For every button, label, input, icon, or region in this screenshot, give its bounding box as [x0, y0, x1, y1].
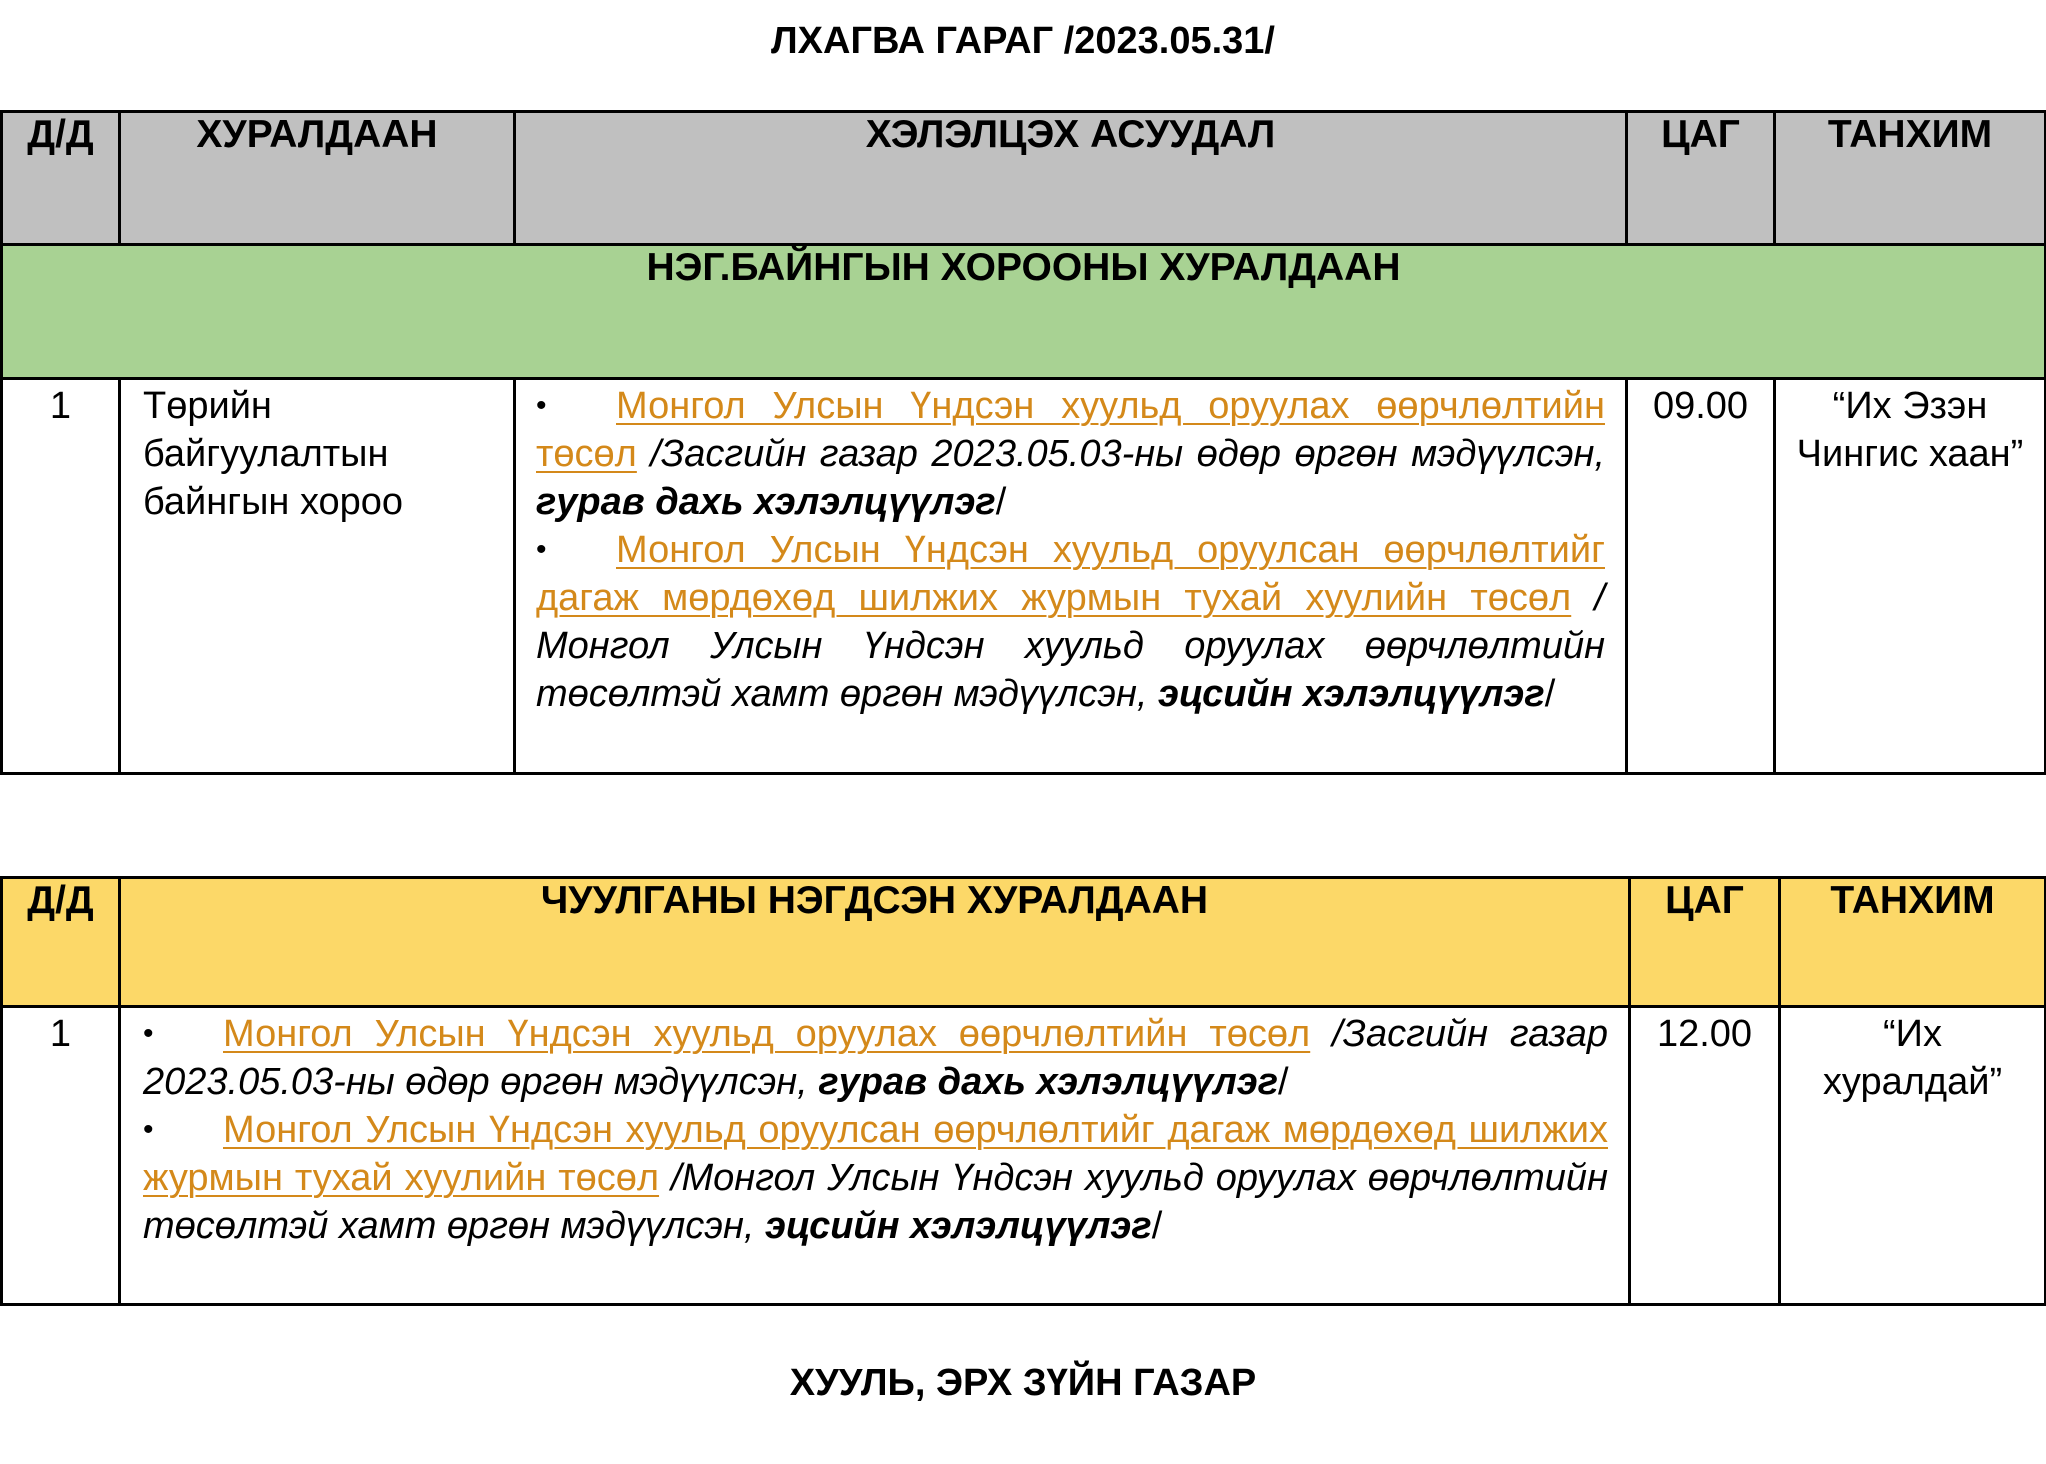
bullet-icon: •	[143, 1017, 154, 1050]
table-row	[2, 1007, 2046, 1305]
meeting-time: 12.00	[1630, 1007, 1780, 1305]
issue-note: /Монгол Улсын Үндсэн хуульд оруулах өөрчлөлтийн төсөлтэй хамт өргөн мэдүүлсэн,	[143, 1157, 1608, 1247]
issue-item	[536, 526, 1605, 718]
header-num: Д/Д	[2, 878, 120, 1007]
bullet-icon: •	[536, 389, 547, 422]
header-num: Д/Д	[2, 112, 120, 245]
header-room: ТАНХИМ	[1775, 112, 2046, 245]
issue-item	[536, 382, 1605, 526]
header-issue: ХЭЛЭЛЦЭХ АСУУДАЛ	[515, 112, 1627, 245]
issue-note-end: /	[1278, 1061, 1289, 1103]
header-time: ЦАГ	[1630, 878, 1780, 1007]
bill-link[interactable]: Монгол Улсын Үндсэн хуульд оруулах өөрчлөлтийн төсөл	[223, 1013, 1311, 1055]
issue-item	[143, 1106, 1608, 1250]
section-title: НЭГ.БАЙНГЫН ХОРООНЫ ХУРАЛДААН	[2, 245, 2046, 379]
meeting-room: “Их Эзэн Чингис хаан”	[1775, 379, 2046, 774]
issue-note: /Засгийн газар 2023.05.03-ны өдөр өргөн мэдүүлсэн,	[143, 1013, 1609, 1103]
meeting-room: “Их хуралдай”	[1780, 1007, 2046, 1305]
row-number: 1	[2, 379, 120, 774]
table-row	[2, 379, 2046, 774]
issue-note-end: /	[1151, 1205, 1163, 1247]
reading-stage: эцсийн хэлэлцүүлэг	[765, 1205, 1152, 1247]
issue-note: /Монгол Улсын Үндсэн хуульд оруулах өөрчлөлтийн төсөлтэй хамт өргөн мэдүүлсэн,	[536, 577, 1605, 715]
table-header-row	[2, 112, 2046, 245]
issue-list	[120, 1007, 1630, 1305]
bullet-icon: •	[536, 533, 547, 566]
table-header-row	[2, 878, 2046, 1007]
committee-name: Төрийн байгуулалтын байнгын хороо	[120, 379, 515, 774]
header-meeting: ЧУУЛГАНЫ НЭГДСЭН ХУРАЛДААН	[120, 878, 1630, 1007]
bullet-icon: •	[143, 1113, 154, 1146]
plenary-schedule-table	[0, 876, 2046, 1306]
reading-stage: гурав дахь хэлэлцүүлэг	[818, 1061, 1279, 1103]
issue-list	[515, 379, 1627, 774]
header-time: ЦАГ	[1627, 112, 1775, 245]
bill-link[interactable]: Монгол Улсын Үндсэн хуульд оруулах өөрчлөлтийн төсөл	[536, 385, 1605, 475]
issue-note: /Засгийн газар 2023.05.03-ны өдөр өргөн мэдүүлсэн,	[636, 433, 1605, 475]
section-row	[2, 245, 2046, 379]
committee-schedule-table	[0, 110, 2046, 775]
header-room: ТАНХИМ	[1780, 878, 2046, 1007]
bill-link[interactable]: Монгол Улсын Үндсэн хуульд оруулсан өөрчлөлтийг дагаж мөрдөхөд шилжих журмын тухай хуулийн төсөл	[143, 1109, 1608, 1199]
reading-stage: эцсийн хэлэлцүүлэг	[1158, 673, 1545, 715]
row-number: 1	[2, 1007, 120, 1305]
footer-department: ХУУЛЬ, ЭРХ ЗҮЙН ГАЗАР	[789, 1362, 1257, 1404]
header-meeting: ХУРАЛДААН	[120, 112, 515, 245]
issue-item	[143, 1010, 1608, 1106]
page-title: ЛХАГВА ГАРАГ /2023.05.31/	[771, 20, 1275, 62]
meeting-time: 09.00	[1627, 379, 1775, 774]
bill-link[interactable]: Монгол Улсын Үндсэн хуульд оруулсан өөрчлөлтийг дагаж мөрдөхөд шилжих журмын тухай хуулийн төсөл	[536, 529, 1605, 619]
issue-note-end: /	[995, 481, 1007, 523]
reading-stage: гурав дахь хэлэлцүүлэг	[536, 481, 996, 523]
issue-note-end: /	[1544, 673, 1556, 715]
